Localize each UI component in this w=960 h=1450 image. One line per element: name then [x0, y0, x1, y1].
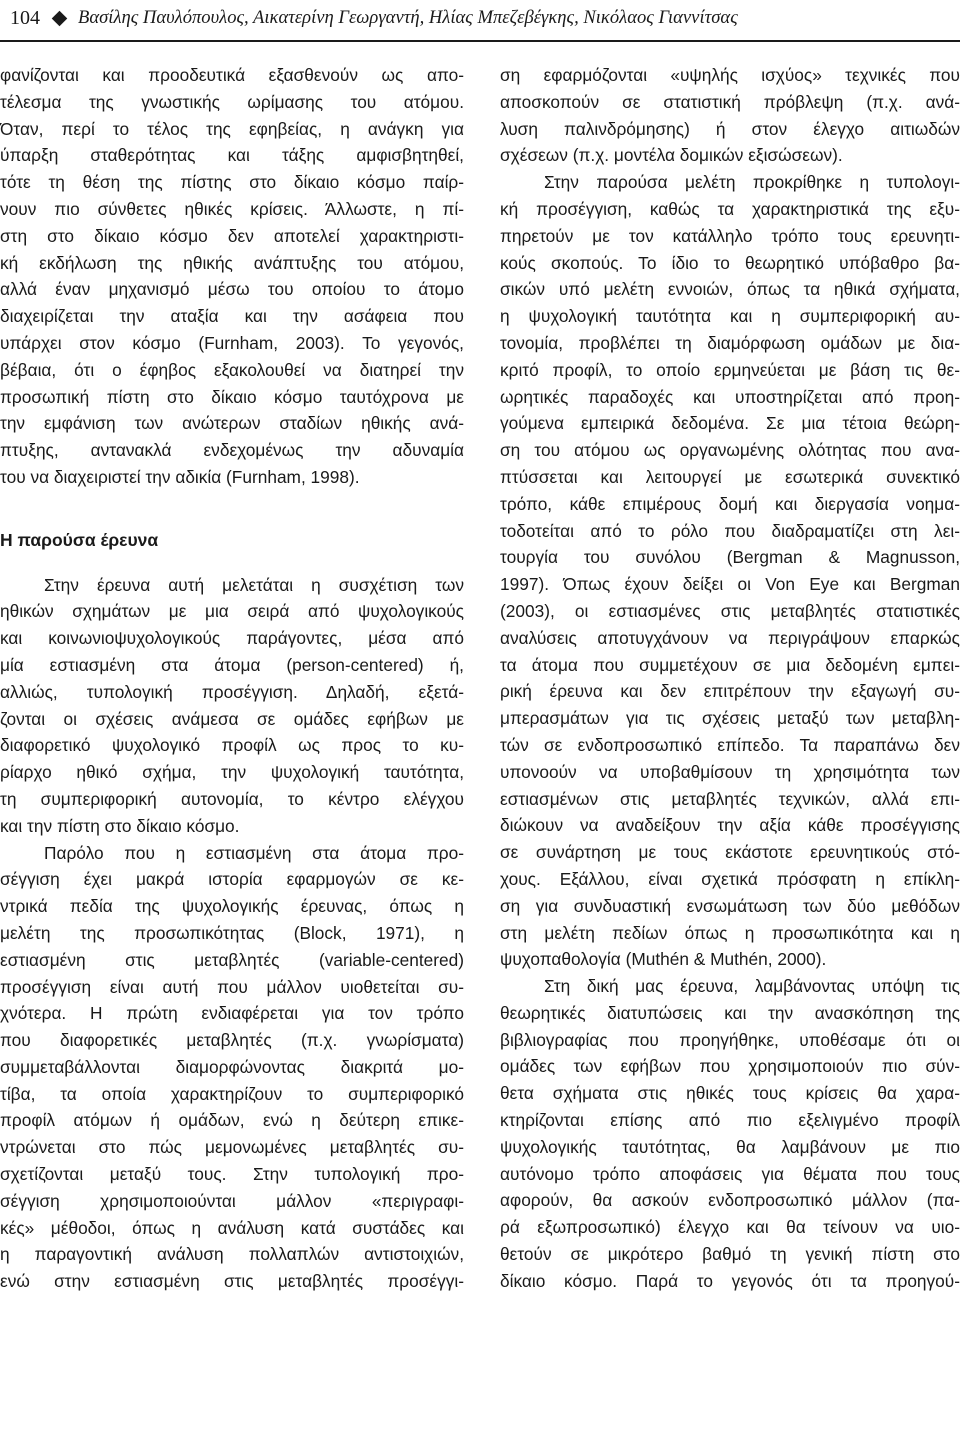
paragraph: [0, 62, 464, 491]
text-line: τονομία, προβλέπει τη διαμόρφωση ομάδων με δια-: [500, 332, 960, 353]
text-line: πτυξης, αντανακλά ενδεχομένως την αδυναμία: [0, 440, 464, 461]
text-line: σε συνάρτηση με τους εκάστοτε ερευνητικούς στό-: [500, 842, 960, 863]
text-line: μία εστιασμένη στα άτομα (person-centered) ή,: [0, 654, 464, 675]
text-line: ωρητικές παραδοχές και υποστηρίζεται από προη-: [500, 386, 960, 407]
text-line: ηθικών σχημάτων με μια σειρά από ψυχολογικούς: [0, 601, 464, 622]
text-line: κούς σκοπούς. Το ίδιο το θεωρητικό υπόβαθρο βα-: [500, 252, 960, 273]
text-line: προσέγγιση είναι αυτή που μάλλον υιοθετείται συ-: [0, 976, 464, 997]
text-line: λυση παλινδρόμησης) ή στον έλεγχο αιτιωδών: [500, 118, 960, 139]
text-line: υπονοούν να υποβαθμίσουν τη χρησιμότητα των: [500, 761, 960, 782]
text-line: θετούν σε μικρότερο βαθμό τη γενική πίστη στο: [500, 1244, 960, 1265]
text-line: κές» μέθοδοι, όπως η ανάλυση κατά συστάδες και: [0, 1217, 464, 1238]
text-line: αποσκοπούν σε στατιστική πρόβλεψη (π.χ. ανά-: [500, 91, 960, 112]
text-line: ρίαρχο ηθικό σχήμα, την ψυχολογική ταυτότητα,: [0, 762, 464, 783]
text-line: την εμφάνιση των ανώτερων σταδίων ηθικής ανά-: [0, 413, 464, 434]
paragraph: [0, 572, 464, 840]
paragraph: [500, 62, 960, 169]
text-line: τότε τη θέση της πίστης στο δίκαιο κόσμο παίρ-: [0, 172, 464, 193]
text-line: πηρετούν με τον κατάλληλο τρόπο τους ερευνητι-: [500, 225, 960, 246]
text-line: μελέτη της προσωπικότητας (Block, 1971), η: [0, 922, 464, 943]
text-line: χους. Εξάλλου, είναι σχετικά πρόσφατη η επίκλη-: [500, 868, 960, 889]
text-line: ση για συνδυαστική ενσωμάτωση των δύο μεθόδων: [500, 895, 960, 916]
text-line: εστιασμένων στις μεταβλητές τεχνικών, αλλά επι-: [500, 788, 960, 809]
text-line: διώκουν να αναδείξουν την αξία κάθε προσέγγισης: [500, 815, 960, 836]
text-line: Στην παρούσα μελέτη προκρίθηκε η τυπολογι-: [544, 172, 960, 193]
text-line: αφορούν, θα ασκούν ενδοπροσωπικό μάλλον (πα-: [500, 1190, 960, 1211]
text-line: ψυχολογικής ταυτότητας, θα λαμβάνουν με πιο: [500, 1136, 960, 1157]
text-line: σέγγιση έχει μακρά ιστορία εφαρμογών σε κε-: [0, 869, 464, 890]
text-line: θετα σχήματα στις ηθικές τους κρίσεις θα χαρα-: [500, 1083, 960, 1104]
text-line: ση του ατόμου ως οργανωμένης ολότητας που ανα-: [500, 440, 960, 461]
text-line: κτηρίζονται επίσης από πιο εξελιγμένο προφίλ: [500, 1110, 960, 1131]
text-line: βέβαια, ότι ο έφηβος εξακολουθεί να διατηρεί την: [0, 359, 464, 380]
text-line: σχετίζονται μεταξύ τους. Στην τυπολογική προ-: [0, 1164, 464, 1185]
text-line: ση εφαρμόζονται «υψηλής ισχύος» τεχνικές που: [500, 65, 960, 85]
text-line: σέγγιση χρησιμοποιούνται μάλλον «περιγραφι-: [0, 1190, 464, 1211]
paragraph: [0, 840, 464, 1296]
text-line: τίβα, τα οποία χαρακτηρίζουν το συμπεριφορικό: [0, 1083, 464, 1104]
text-line: ύπαρξη σταθερότητας και τάξης αμφισβητηθεί,: [0, 145, 464, 166]
text-line: τρόπο, κάθε επιμέρους δομή και διεργασία νοημα-: [500, 493, 960, 514]
text-line: Παρόλο που η εστιασμένη στα άτομα προ-: [44, 842, 464, 863]
text-line: γούμενα εμπειρικά δεδομένα. Σε μια τέτοια θεώρη-: [500, 413, 960, 434]
text-line: κή εκδήλωση της ηθικής ανάπτυξης του ατόμου,: [0, 252, 464, 273]
text-line: ντρώνεται στο πώς μεμονωμένες μεταβλητές συ-: [0, 1137, 464, 1158]
text-line: ψυχοπαθολογία (Muthén & Muthén, 2000).: [500, 949, 827, 970]
text-line: σχέσεων (π.χ. μοντέλα δομικών εξισώσεων).: [500, 145, 843, 166]
text-line: σικών υπό μελέτη εννοιών, όπως τα ηθικά σχήματα,: [500, 279, 960, 300]
text-line: Στη δική μας έρευνα, λαμβάνοντας υπόψη τις: [544, 976, 960, 997]
text-line: και την πίστη στο δίκαιο κόσμο.: [0, 815, 240, 836]
text-line: κή προσέγγιση, καθώς τα χαρακτηριστικά της εξυ-: [500, 198, 960, 219]
text-line: αναλύσεις αποτυγχάνουν να περιγράψουν επαρκώς: [500, 627, 960, 648]
text-line: Στην έρευνα αυτή μελετάται η συσχέτιση των: [44, 574, 464, 595]
text-line: η παραγοντική ανάλυση πολλαπλών αντιστοιχιών,: [0, 1244, 464, 1265]
text-line: στη στο δίκαιο κόσμο δεν αποτελεί χαρακτηριστι-: [0, 225, 464, 246]
text-line: βιβλιογραφίας που προηγήθηκε, υποθέσαμε ότι οι: [500, 1029, 960, 1050]
paragraph: [500, 169, 960, 973]
text-line: τοδοτείται από το ρόλο που διαδραματίζει στη λει-: [500, 520, 960, 541]
text-line: θεωρητικές διατυπώσεις και την ανασκόπηση της: [500, 1002, 960, 1023]
text-line: δίκαιο κόσμο. Παρά το γεγονός ότι τα προηγού-: [500, 1270, 960, 1291]
header-rule: [0, 40, 960, 42]
text-line: χνότερα. Η πρώτη ενδιαφέρεται για τον τρόπο: [0, 1003, 464, 1024]
text-line: (2003), οι εστιασμένες στις μεταβλητές στατιστικές: [500, 600, 960, 621]
text-line: ντρικά πεδία της ψυχολογικής έρευνας, όπως η: [0, 896, 464, 917]
text-line: τέλεσμα της γνωστικής ωρίμασης του ατόμου.: [0, 91, 464, 112]
text-line: και κοινωνιοψυχολογικούς παράγοντες, μέσα από: [0, 628, 464, 649]
text-line: η ψυχολογική ταυτότητα και η συμπεριφορική αυ-: [500, 306, 960, 327]
running-header-authors: Βασίλης Παυλόπουλος, Αικατερίνη Γεωργαντή, Ηλίας Μπεζεβέγκης, Νικόλαος Γιαννίτσας: [78, 7, 738, 28]
text-line: του να διαχειριστεί την αδικία (Furnham, 1998).: [0, 466, 360, 487]
text-line: ρά εξωπροσωπικό) έλεγχο και θα τείνουν να υιο-: [500, 1217, 960, 1238]
text-line: νουν πιο σύνθετες ηθικές κρίσεις. Άλλωστε, η πί-: [0, 198, 464, 219]
text-line: τών σε ενδοπροσωπικό επίπεδο. Τα παραπάνω δεν: [500, 734, 960, 755]
text-line: εστιασμένη στις μεταβλητές (variable-centered): [0, 949, 464, 970]
diamond-icon: [52, 10, 68, 26]
right-column: [500, 62, 960, 1295]
text-line: συμμεταβάλλονται διαμορφώνοντας διακριτά μο-: [0, 1056, 464, 1077]
text-line: αλλιώς, τυπολογική προσέγγιση. Δηλαδή, εξετά-: [0, 681, 464, 702]
section-heading: Η παρούσα έρευνα: [0, 529, 159, 550]
text-line: που διαφορετικές μεταβλητές (π.χ. γνωρίσματα): [0, 1030, 464, 1051]
text-line: μπερασμάτων για τις σχέσεις μεταξύ των μεταβλη-: [500, 708, 960, 729]
text-line: τουργία του συνόλου (Bergman & Magnusson,: [500, 547, 960, 568]
text-line: ενώ στην εστιασμένη στις μεταβλητές προσέγγι-: [0, 1271, 464, 1292]
text-line: διαχειρίζεται την αταξία και την ασάφεια που: [0, 306, 464, 327]
page-number: 104: [10, 6, 40, 29]
text-line: φανίζονται και προοδευτικά εξασθενούν ως απο-: [0, 65, 464, 85]
text-line: ζονται οι σχέσεις ανάμεσα σε ομάδες εφήβων με: [0, 708, 464, 729]
text-line: τη συμπεριφορική αυτονομία, το κέντρο ελέγχου: [0, 788, 464, 809]
text-line: κριτό προφίλ, το οποίο ερμηνεύεται με βάση τις θε-: [500, 359, 960, 380]
text-line: 1997). Όπως έχουν δείξει οι Von Eye και Bergman: [500, 574, 960, 595]
paragraph: [500, 973, 960, 1295]
text-line: Όταν, περί το τέλος της εφηβείας, η ανάγκη για: [0, 118, 464, 139]
text-line: διαφορετικό ψυχολογικό προφίλ ως προς το κυ-: [0, 735, 464, 756]
running-header: [10, 4, 738, 32]
text-line: πτύσσεται και λειτουργεί με εσωτερικά συνεκτικό: [500, 466, 960, 487]
text-line: ομάδες των εφήβων που χρησιμοποιούν πιο σύν-: [500, 1056, 960, 1077]
text-line: αυτόνομο τρόπο αποφάσεις για θέματα που τους: [500, 1163, 960, 1184]
text-line: ρική έρευνα και δεν επιτρέπουν την εξαγωγή συ-: [500, 681, 960, 702]
text-line: προσωπική πίστη στο δίκαιο κόσμο ταυτόχρονα με: [0, 386, 464, 407]
text-line: υπάρχει στον κόσμο (Furnham, 2003). Το γεγονός,: [0, 332, 464, 353]
left-column: [0, 62, 464, 1295]
text-line: προφίλ ατόμων ή ομάδων, ενώ η δεύτερη επικε-: [0, 1110, 464, 1131]
text-line: τα άτομα που συμμετέχουν σε μια δεδομένη εμπει-: [500, 654, 960, 675]
text-line: αλλά έναν μηχανισμό μέσω του οποίου το άτομο: [0, 279, 464, 300]
text-line: στη μελέτη πεδίων όπως η προσωπικότητα και η: [500, 922, 960, 943]
